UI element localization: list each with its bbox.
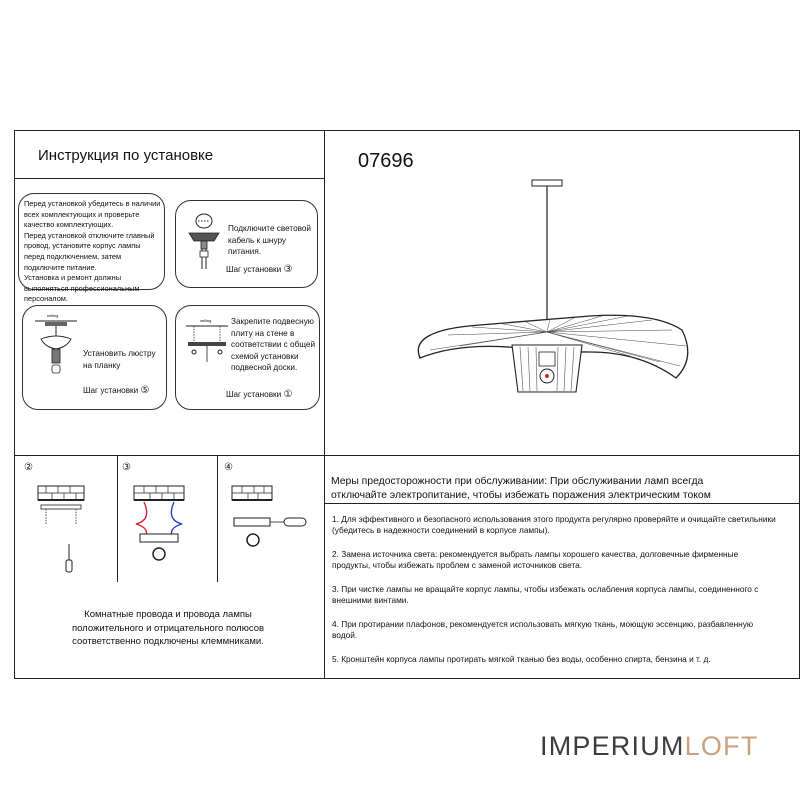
intro-text-2: Перед установкой отключите главный провод, установите корпус лампы перед подключением, затем подключите питание. — [24, 230, 155, 272]
precautions-text: Меры предосторожности при обслуживании: При обслуживании ламп всегда отключайте электропитание, чтобы избежать поражения электрическим током — [331, 476, 711, 501]
brand-part-imperium: IMPERIUM — [540, 731, 685, 761]
section-divider — [14, 455, 800, 456]
precautions-divider — [324, 503, 800, 504]
step-number: ⑤ — [140, 385, 150, 396]
ceiling-tag: ceiling — [200, 318, 212, 323]
step-hang-text: Установить люстру на планку — [83, 349, 156, 370]
maintenance-list — [332, 514, 777, 677]
step-hang-box — [22, 305, 167, 410]
panel-divider-1 — [117, 455, 118, 582]
intro-text-3: Установка и ремонт должны выполняться профессиональным персоналом. — [24, 273, 140, 304]
connector-illustration — [184, 209, 224, 279]
step-label: Шаг установки — [83, 386, 139, 395]
ceiling-tag: ceiling — [47, 313, 59, 318]
intro-text-1: Перед установкой убедитесь в наличии всех комплектующих и проверьте качество комплектующих. — [24, 199, 161, 230]
list-item: 1. Для эффективного и безопасного использования этого продукта регулярно проверяйте и очищайте светильники (убедитесь в надежности соединений в корпусе лампы). — [332, 514, 776, 536]
mount-plate-illustration — [182, 318, 232, 373]
step-label: Шаг установки — [226, 265, 282, 274]
page-title: Инструкция по установке — [38, 147, 214, 164]
step-connect-box — [175, 200, 318, 288]
panel-number-2: ② — [24, 462, 33, 473]
panel-number-3: ③ — [122, 462, 131, 473]
step-number: ③ — [283, 264, 293, 275]
step-mount-label — [226, 389, 292, 401]
step-connect-text: Подключите световой кабель к шнуру питания. — [228, 224, 312, 256]
chandelier-hang-illustration — [31, 311, 81, 391]
panel-divider-2 — [217, 455, 218, 582]
list-item: 5. Кронштейн корпуса лампы протирать мягкой тканью без воды, особенно спирта, бензина и т. д. — [332, 653, 711, 664]
brand-logo — [540, 731, 758, 762]
brand-part-loft: LOFT — [684, 731, 759, 761]
model-number: 07696 — [358, 150, 414, 172]
panel-3-wiring-illustration — [130, 484, 210, 584]
panel-4-illustration — [228, 484, 313, 584]
step-mount-text: Закрепите подвесную плиту на стене в соответствии с общей схемой установки подвесной доски. — [231, 317, 316, 372]
panel-number-4: ④ — [224, 462, 233, 473]
step-number: ① — [283, 389, 293, 400]
step-label: Шаг установки — [226, 390, 282, 399]
list-item: 4. При протирании плафонов, рекомендуется использовать мягкую ткань, моющую эссенцию, разбавленную водой. — [332, 618, 754, 640]
list-item: 2. Замена источника света: рекомендуется выбрать лампы хорошего качества, долговечные фирменные продукты, чтобы избежать проблем с заменой источников света. — [332, 548, 739, 571]
step-hang-label — [83, 385, 149, 397]
intro-box — [18, 193, 165, 304]
column-divider — [324, 130, 325, 679]
step-mount-box — [175, 305, 320, 410]
wiring-note: Комнатные провода и провода лампы положительного и отрицательного полюсов соответственно подключены клеммниками. — [71, 609, 265, 647]
title-underline — [14, 178, 324, 179]
pendant-lamp-illustration — [400, 180, 730, 430]
list-item: 3. При чистке лампы не вращайте корпус лампы, чтобы избежать ослабления корпуса лампы, соединенного с внешними винтами. — [332, 583, 759, 606]
step-connect-label — [226, 264, 292, 276]
panel-2-illustration — [36, 484, 106, 584]
